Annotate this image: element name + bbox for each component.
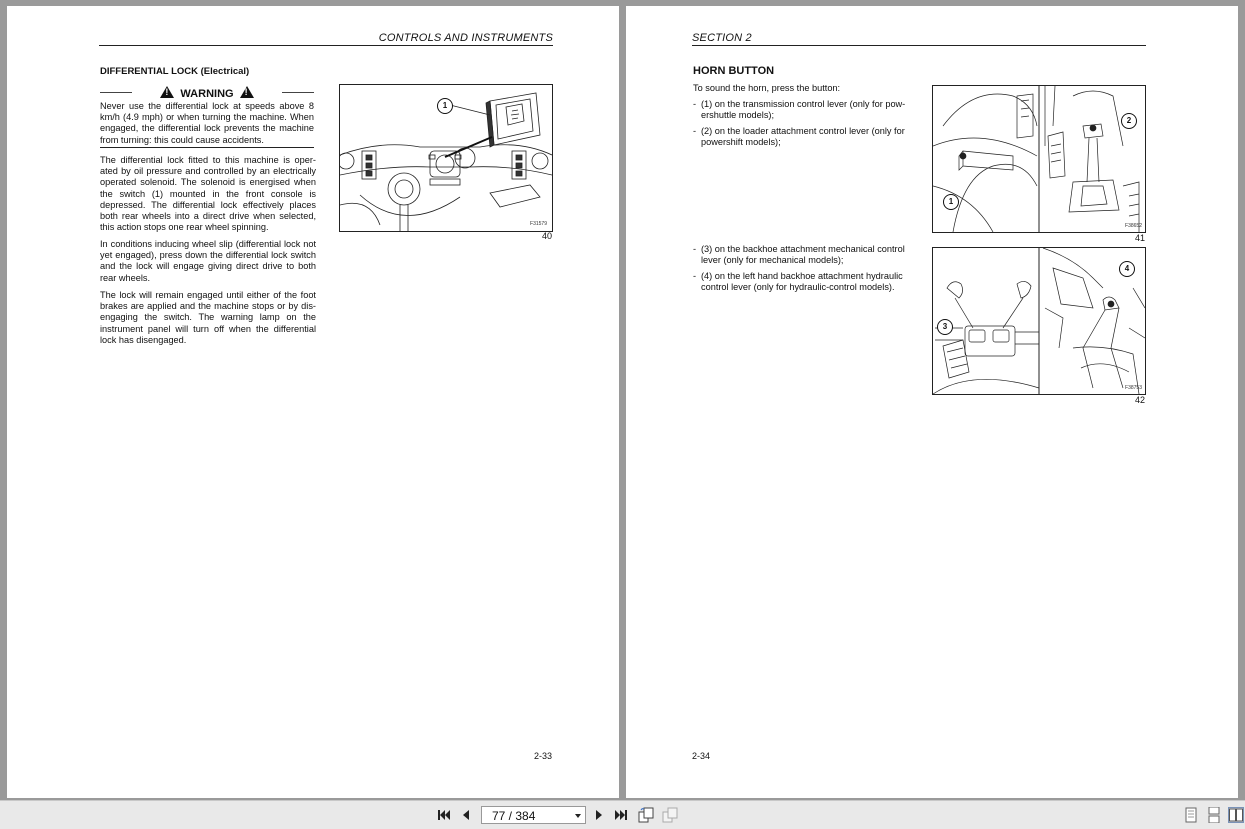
warning-triangle-icon [160,86,174,98]
page-number: 2-34 [692,751,711,761]
page-header: CONTROLS AND INSTRUMENTS [378,32,553,44]
page-number-select[interactable] [481,806,586,824]
left-page [7,6,619,798]
figure-code: F38652 [1125,223,1142,229]
right-page [626,6,1238,798]
figure-horn-levers-bottom [932,247,1146,395]
list-item: - (3) on the backhoe attachment mechanical control lever (only for mechanical models); [693,244,905,266]
section-title: DIFFERENTIAL LOCK (Electrical) [100,66,250,77]
next-page-icon[interactable] [591,807,607,823]
chevron-down-icon[interactable] [575,814,581,818]
viewer-toolbar [0,800,1245,829]
warning-triangle-icon [240,86,254,98]
header-rule [692,45,1146,46]
callout-1: 1 [437,98,453,114]
figure-horn-levers-top [932,85,1146,233]
paragraph: The lock will remain engaged until either of the foot brakes are applied and the machine stops or by dis-engaging the switch. The warning lamp on the instrument panel will turn off when the differential lock has disengaged. [100,290,316,345]
intro-text: To sound the horn, press the button: [693,83,841,93]
figure-code: F31579 [530,221,547,227]
page-number: 2-33 [534,751,553,761]
figure-code: F38753 [1125,385,1142,391]
list-item: - (1) on the transmission control lever (only for pow-ershuttle models); [693,99,906,121]
figure-differential-lock [339,84,553,232]
header-rule [99,45,553,46]
single-page-icon[interactable] [1183,807,1199,823]
callout-2: 2 [1121,113,1137,129]
list-item: - (2) on the loader attachment control lever (only for powershift models); [693,126,905,148]
figure-number: 40 [542,231,553,241]
page-header: SECTION 2 [692,32,752,44]
callout-1: 1 [943,194,959,210]
rotate-disabled-icon[interactable] [662,807,678,823]
list-item: - (4) on the left hand backhoe attachment hydraulic control lever (only for hydraulic-control models). [693,271,903,293]
continuous-page-icon[interactable] [1206,807,1222,823]
backhoe-levers-illustration [933,248,1145,394]
first-page-icon[interactable] [436,807,452,823]
callout-4: 4 [1119,261,1135,277]
warning-text: Never use the differential lock at speeds above 8 km/h (4.9 mph) or when turning the machine. When engaged, the differential lock prevents the machine from turning: this could cause accidents. [100,101,314,148]
cab-levers-illustration [933,86,1145,232]
page-indicator: 77 / 384 [492,809,536,823]
paragraph: In conditions inducing wheel slip (differential lock not yet engaged), press down the differential lock switch and the lock will engage giving direct drive to both rear wheels. [100,239,316,283]
last-page-icon[interactable] [613,807,629,823]
facing-pages-icon[interactable] [1228,807,1244,823]
figure-number: 42 [1135,395,1146,405]
section-title: HORN BUTTON [693,65,775,77]
figure-number: 41 [1135,233,1146,243]
prev-page-icon[interactable] [458,807,474,823]
rotate-icon[interactable] [638,807,654,823]
warning-box [100,86,314,148]
callout-3: 3 [937,319,953,335]
warning-label: WARNING [180,88,234,100]
warning-heading [100,86,314,101]
paragraph: The differential lock fitted to this machine is oper-ated by oil pressure and controlled by an electrically operated solenoid. The solenoid is energised when the switch (1) mounted in the front console is depressed. The differential lock effectively places both rear wheels into a direct drive when selected, this action stops one rear wheel spinning. [100,155,316,233]
